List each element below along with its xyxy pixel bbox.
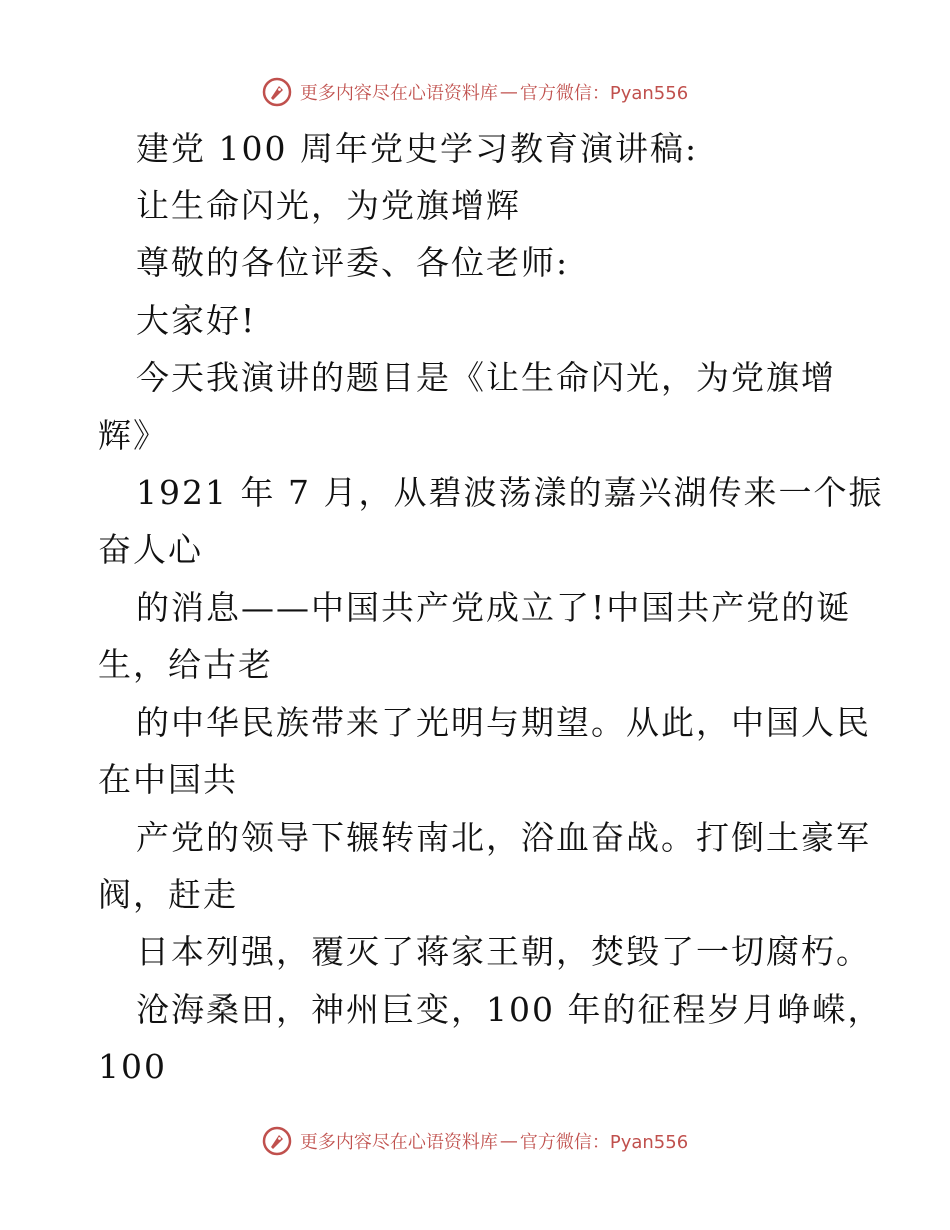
paragraph-line: 的消息——中国共产党成立了!中国共产党的诞 [136, 588, 852, 627]
header-watermark [0, 72, 950, 112]
watermark-wechat: 官方微信：Pyan556 [519, 1132, 689, 1153]
doc-title-line-2: 让生命闪光，为党旗增辉 [136, 186, 521, 225]
footer-watermark [0, 1121, 950, 1161]
watermark-wechat: 官方微信：Pyan556 [519, 83, 689, 104]
paragraph-line: 1921 年 7 月，从碧波荡漾的嘉兴湖传来一个振 [136, 473, 884, 512]
paragraph-line: 辉》 [98, 416, 168, 455]
paragraph-line: 阀，赶走 [98, 875, 238, 914]
greeting: 大家好! [136, 301, 257, 340]
watermark-dash: — [499, 1130, 518, 1152]
paragraph-line: 日本列强，覆灭了蒋家王朝，焚毁了一切腐朽。 [136, 932, 871, 971]
watermark-text: 更多内容尽在心语资料库 [299, 83, 498, 104]
watermark-dash: — [499, 81, 518, 103]
paragraph-line: 的中华民族带来了光明与期望。从此，中国人民 [136, 703, 871, 742]
paragraph-line: 产党的领导下辗转南北，浴血奋战。打倒土豪军 [136, 818, 871, 857]
paragraph-line: 沧海桑田，神州巨变，100 年的征程岁月峥嵘， [136, 990, 883, 1029]
salutation: 尊敬的各位评委、各位老师: [136, 243, 570, 282]
pen-nib-logo-icon [262, 77, 292, 107]
paragraph-line: 生，给古老 [98, 645, 273, 684]
paragraph-line: 100 [98, 1047, 167, 1086]
watermark-text: 更多内容尽在心语资料库 [299, 1132, 498, 1153]
paragraph-line: 在中国共 [98, 760, 238, 799]
doc-title-line-1: 建党 100 周年党史学习教育演讲稿: [136, 129, 699, 168]
paragraph-line: 今天我演讲的题目是《让生命闪光，为党旗增 [136, 358, 836, 397]
pen-nib-logo-icon [262, 1126, 292, 1156]
paragraph-line: 奋人心 [98, 530, 203, 569]
